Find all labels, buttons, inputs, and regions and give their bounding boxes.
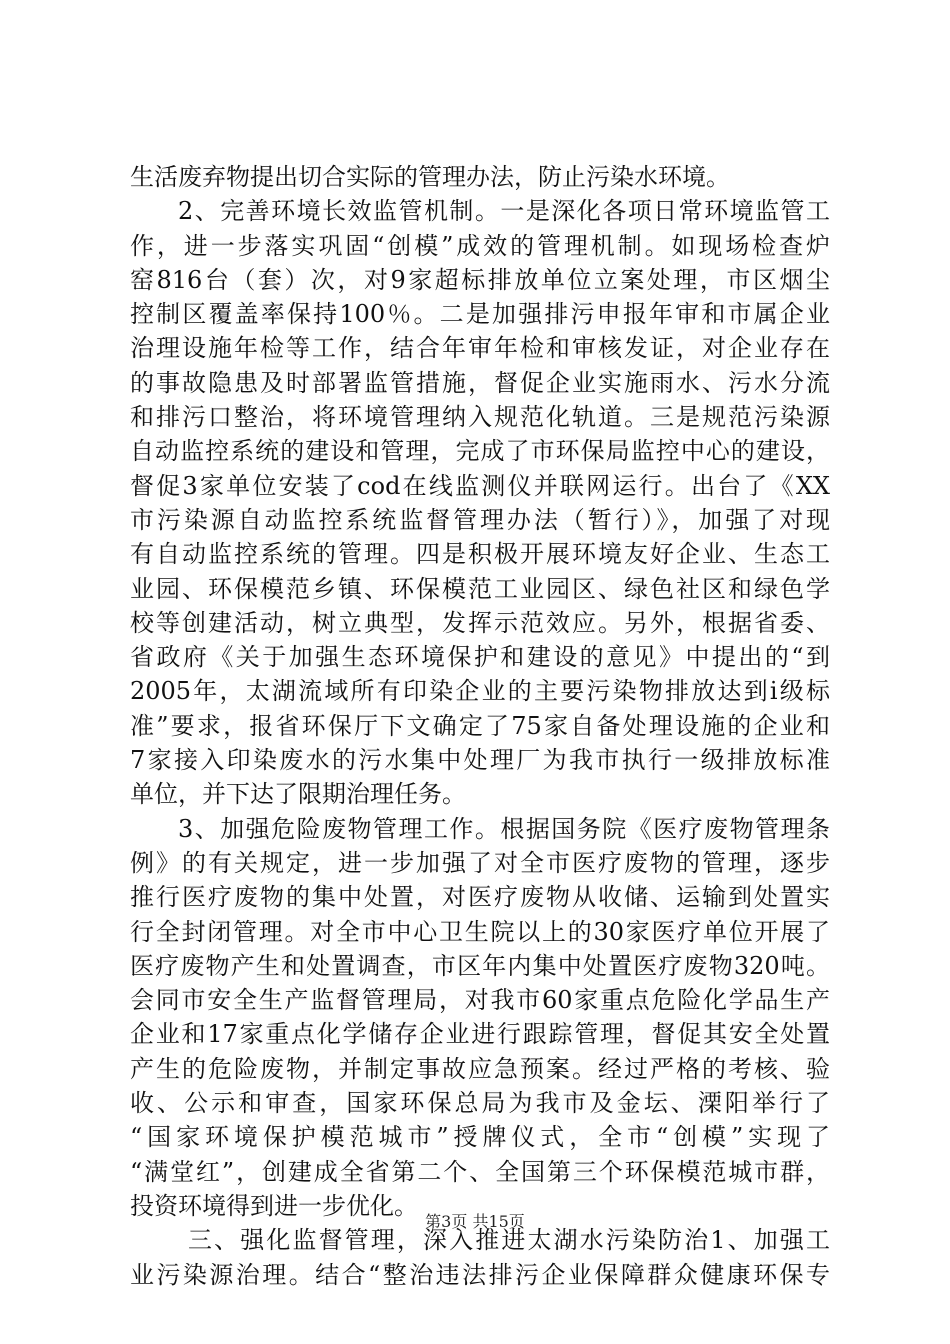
text-line: 投资环境得到进一步优化。 xyxy=(130,1191,418,1220)
text-line: 行全封闭管理。对全市中心卫生院以上的30家医疗单位开展了 xyxy=(130,917,830,946)
text-line: 作，进一步落实巩固“创模”成效的管理机制。如现场检查炉 xyxy=(130,231,830,260)
text-line: 产生的危险废物，并制定事故应急预案。经过严格的考核、验 xyxy=(130,1054,830,1083)
text-line: 省政府《关于加强生态环境保护和建设的意见》中提出的“到 xyxy=(130,643,830,672)
text-line: “满堂红”，创建成全省第二个、全国第三个环保模范城市群， xyxy=(130,1157,830,1186)
text-line: 有自动监控系统的管理。四是积极开展环境友好企业、生态工 xyxy=(130,540,830,569)
text-line: 2005年，太湖流域所有印染企业的主要污染物排放达到i级标 xyxy=(130,677,830,706)
text-line: 3、加强危险废物管理工作。根据国务院《医疗废物管理条 xyxy=(178,814,830,843)
text-line: 业园、环保模范乡镇、环保模范工业园区、绿色社区和绿色学 xyxy=(130,574,830,603)
text-line: 校等创建活动，树立典型，发挥示范效应。另外，根据省委、 xyxy=(130,608,830,637)
text-line: 推行医疗废物的集中处置，对医疗废物从收储、运输到处置实 xyxy=(130,883,830,912)
text-line: 督促3家单位安装了cod在线监测仪并联网运行。出台了《XX xyxy=(130,471,830,500)
text-line: 业污染源治理。结合“整治违法排污企业保障群众健康环保专 xyxy=(130,1260,830,1289)
text-line: 准”要求，报省环保厅下文确定了75家自备处理设施的企业和 xyxy=(130,711,830,740)
text-line: 市污染源自动监控系统监督管理办法（暂行）》，加强了对现 xyxy=(130,505,830,534)
text-line: 企业和17家重点化学储存企业进行跟踪管理，督促其安全处置 xyxy=(130,1020,830,1049)
text-line: “国家环境保护模范城市”授牌仪式，全市“创模”实现了 xyxy=(130,1123,830,1152)
text-line: 三、强化监督管理，深入推进太湖水污染防治1、加强工 xyxy=(188,1226,830,1255)
text-line: 会同市安全生产监督管理局，对我市60家重点危险化学品生产 xyxy=(130,986,830,1015)
text-line: 2、完善环境长效监管机制。一是深化各项日常环境监管工 xyxy=(178,197,830,226)
page-number-footer: 第3页 共15页 xyxy=(425,1212,525,1231)
text-line: 收、公示和审查，国家环保总局为我市及金坛、溧阳举行了 xyxy=(130,1089,830,1118)
text-line: 和排污口整治，将环境管理纳入规范化轨道。三是规范污染源 xyxy=(130,403,830,432)
text-line: 窑816台（套）次，对9家超标排放单位立案处理，市区烟尘 xyxy=(130,265,830,294)
text-line: 医疗废物产生和处置调查，市区年内集中处置医疗废物320吨。 xyxy=(130,951,830,980)
text-line: 控制区覆盖率保持100％。二是加强排污申报年审和市属企业 xyxy=(130,300,830,329)
text-line: 自动监控系统的建设和管理，完成了市环保局监控中心的建设， xyxy=(130,437,830,466)
text-line: 治理设施年检等工作，结合年审年检和审核发证，对企业存在 xyxy=(130,334,830,363)
text-line: 生活废弃物提出切合实际的管理办法，防止污染水环境。 xyxy=(130,163,730,191)
text-line: 7家接入印染废水的污水集中处理厂为我市执行一级排放标准 xyxy=(130,746,830,775)
document-body xyxy=(130,160,830,1292)
text-line: 的事故隐患及时部署监管措施，督促企业实施雨水、污水分流 xyxy=(130,368,830,397)
text-line: 单位，并下达了限期治理任务。 xyxy=(130,780,466,809)
text-line: 例》的有关规定，进一步加强了对全市医疗废物的管理，逐步 xyxy=(130,848,830,877)
